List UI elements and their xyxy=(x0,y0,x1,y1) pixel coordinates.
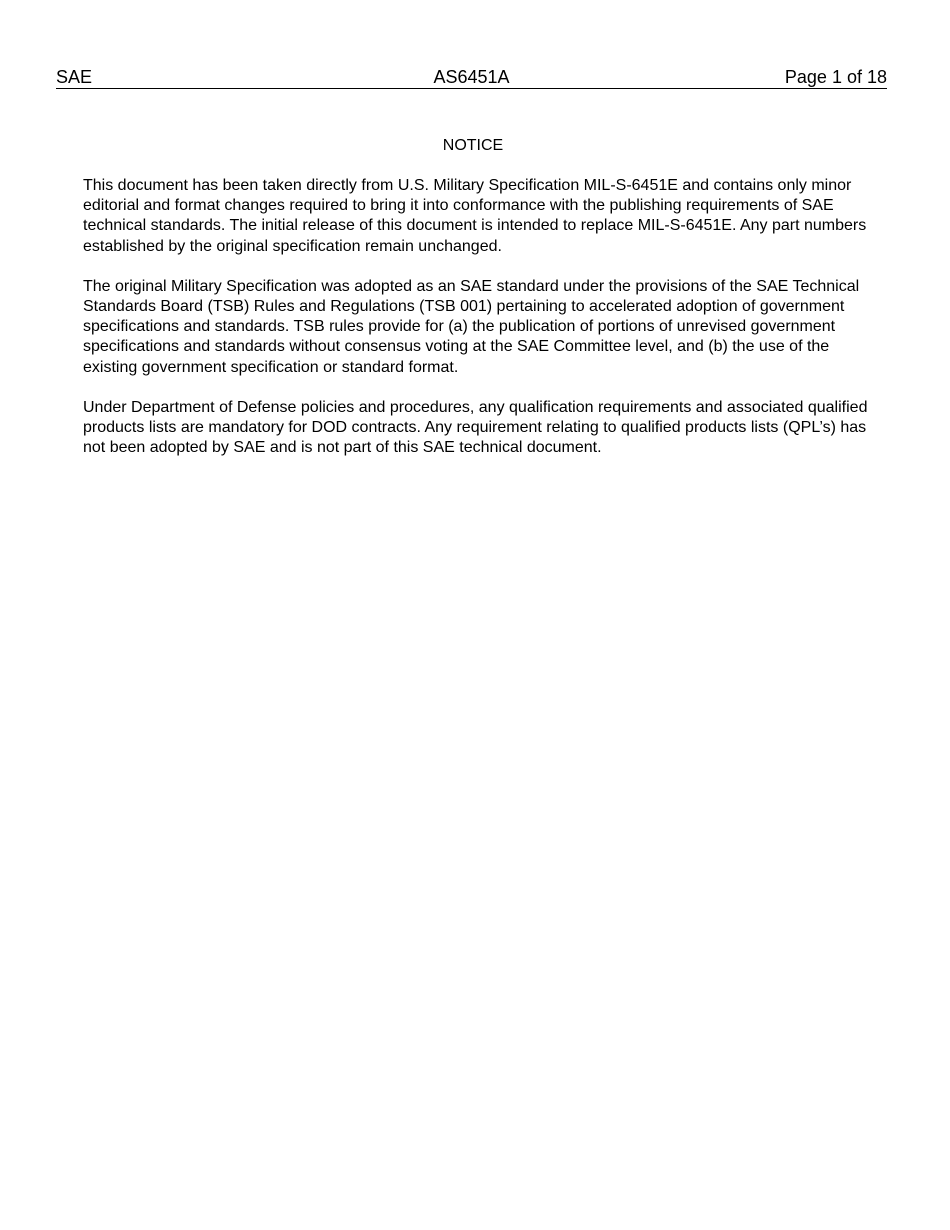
notice-paragraph-1: This document has been taken directly from U.S. Military Specification MIL-S-6451E and contains only minor editorial and format changes required to bring it into conformance with the publishing requirements of SAE technical standards. The initial release of this document is intended to replace MIL-S-6451E. Any part numbers established by the original specification remain unchanged. xyxy=(83,177,867,255)
header-organization: SAE xyxy=(56,67,93,87)
notice-paragraph-3: Under Department of Defense policies and procedures, any qualification requirements and associated qualified products lists are mandatory for DOD contracts. Any requirement relating to qualified products lists (QPL’s) has not been adopted by SAE and is not part of this SAE technical document. xyxy=(83,398,868,457)
page-header xyxy=(56,66,887,89)
notice-paragraph-2: The original Military Specification was adopted as an SAE standard under the provisions of the SAE Technical Standards Board (TSB) Rules and Regulations (TSB 001) pertaining to accelerated adoption of government specifications and standards. TSB rules provide for (a) the publication of portions of unrevised government specifications and standards without consensus voting at the SAE Committee level, and (b) the use of the existing government specification or standard format. xyxy=(83,277,860,376)
notice-body xyxy=(83,176,883,478)
notice-heading: NOTICE xyxy=(442,137,504,154)
header-page-number: Page 1 of 18 xyxy=(784,67,887,87)
header-document-number: AS6451A xyxy=(433,67,510,87)
